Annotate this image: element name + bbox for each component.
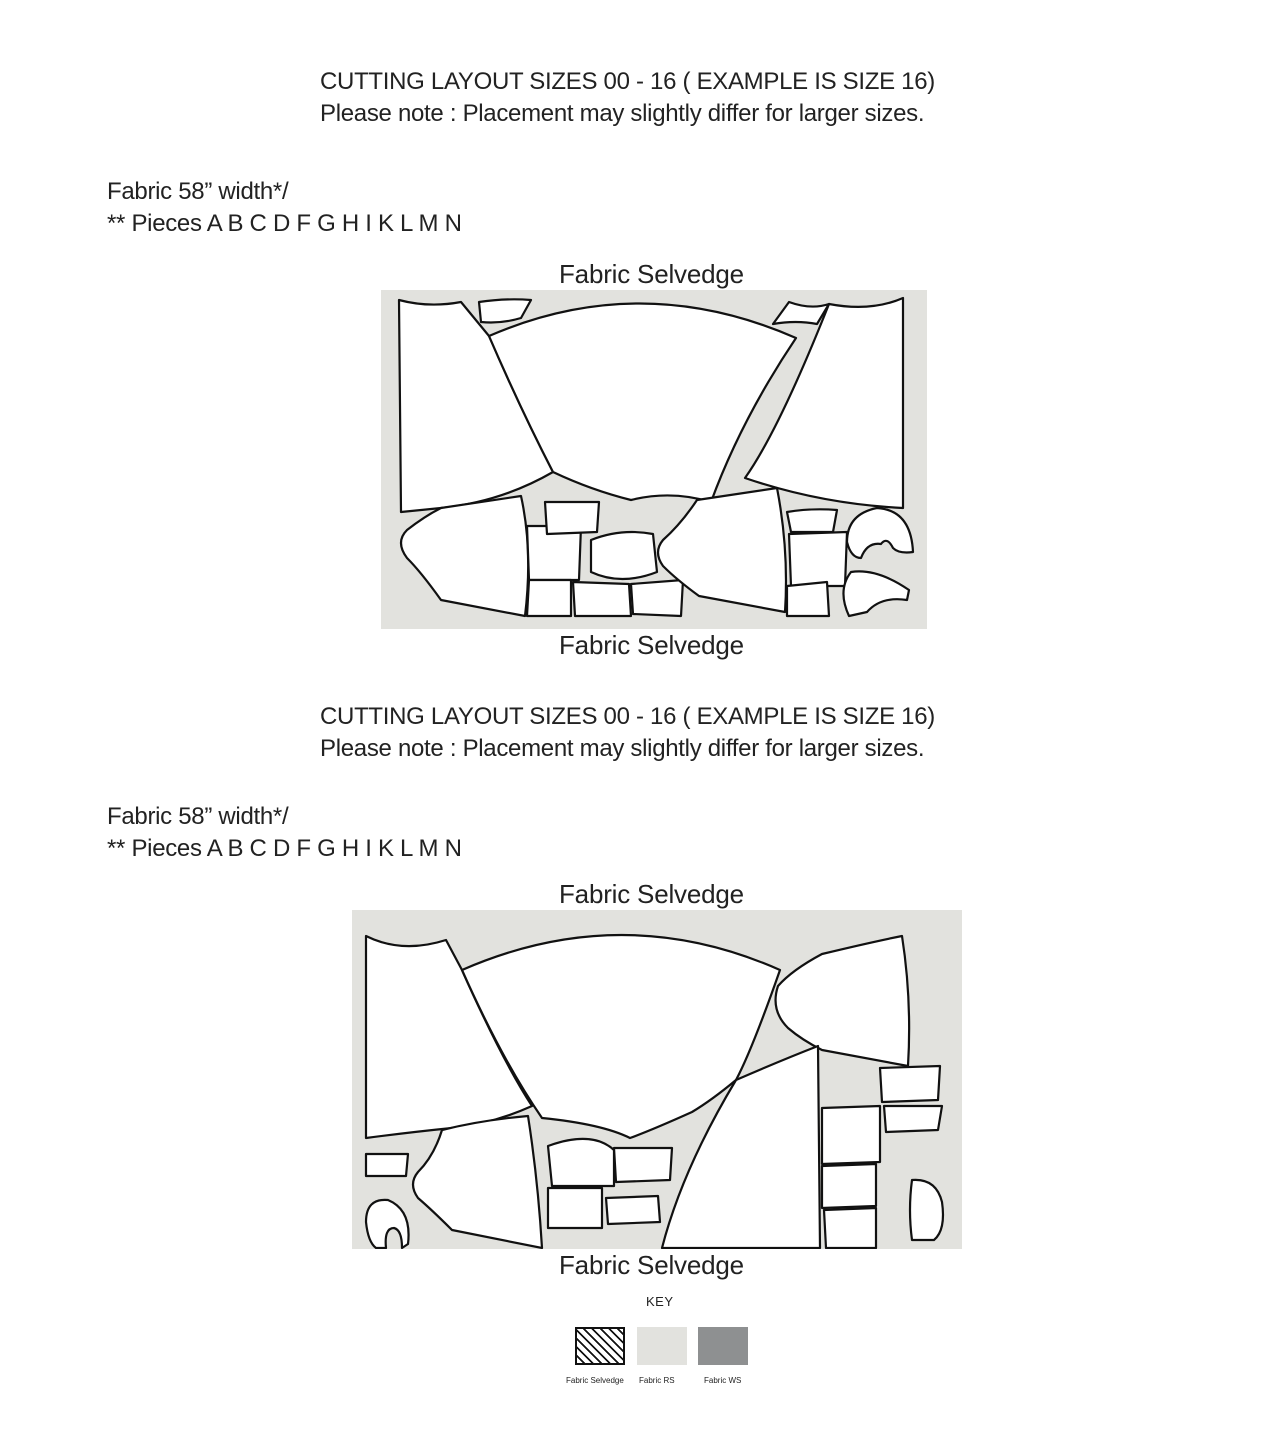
pattern-piece [787, 509, 837, 532]
key-swatch-rs [637, 1327, 687, 1365]
pattern-piece [824, 1208, 876, 1248]
pattern-piece [527, 580, 571, 616]
pattern-piece [545, 502, 599, 534]
layout-2-selvedge-top: Fabric Selvedge [559, 879, 744, 909]
key-label-ws: Fabric WS [704, 1376, 742, 1385]
pattern-piece [548, 1188, 602, 1228]
layout-1-title: CUTTING LAYOUT SIZES 00 - 16 ( EXAMPLE IS SIZE 16) [320, 68, 935, 95]
pattern-piece [880, 1066, 940, 1102]
layout-1-diagram [381, 290, 927, 629]
layout-1-pieces: ** Pieces A B C D F G H I K L M N [107, 210, 462, 237]
key-title: KEY [646, 1294, 674, 1309]
pattern-piece [591, 532, 657, 579]
layout-1-selvedge-bottom: Fabric Selvedge [559, 630, 744, 660]
pattern-piece [789, 532, 847, 586]
pattern-piece [884, 1106, 942, 1132]
key-label-rs: Fabric RS [639, 1376, 675, 1385]
layout-2-fabric-width: Fabric 58” width*/ [107, 803, 289, 830]
layout-1-selvedge-top: Fabric Selvedge [559, 259, 744, 289]
layout-1-fabric-width: Fabric 58” width*/ [107, 178, 289, 205]
key-swatch-selvedge [575, 1327, 625, 1365]
pattern-piece [606, 1196, 660, 1224]
pattern-piece [822, 1164, 876, 1208]
pattern-piece [366, 1154, 408, 1176]
pattern-piece [548, 1139, 614, 1186]
layout-2-selvedge-bottom: Fabric Selvedge [559, 1250, 744, 1280]
layout-2-note: Please note : Placement may slightly differ for larger sizes. [320, 735, 925, 762]
pattern-piece [614, 1148, 672, 1182]
key-label-selvedge: Fabric Selvedge [566, 1376, 624, 1385]
pattern-piece [787, 582, 829, 616]
layout-2-diagram [352, 910, 962, 1249]
layout-2-fabric [352, 910, 962, 1249]
layout-1-note: Please note : Placement may slightly differ for larger sizes. [320, 100, 925, 127]
key-swatch-ws [698, 1327, 748, 1365]
layout-2-title: CUTTING LAYOUT SIZES 00 - 16 ( EXAMPLE IS SIZE 16) [320, 703, 935, 730]
layout-1-fabric [381, 290, 927, 629]
pattern-piece [822, 1106, 880, 1164]
layout-2-pieces: ** Pieces A B C D F G H I K L M N [107, 835, 462, 862]
pattern-piece [631, 580, 683, 616]
pattern-piece [573, 582, 631, 616]
